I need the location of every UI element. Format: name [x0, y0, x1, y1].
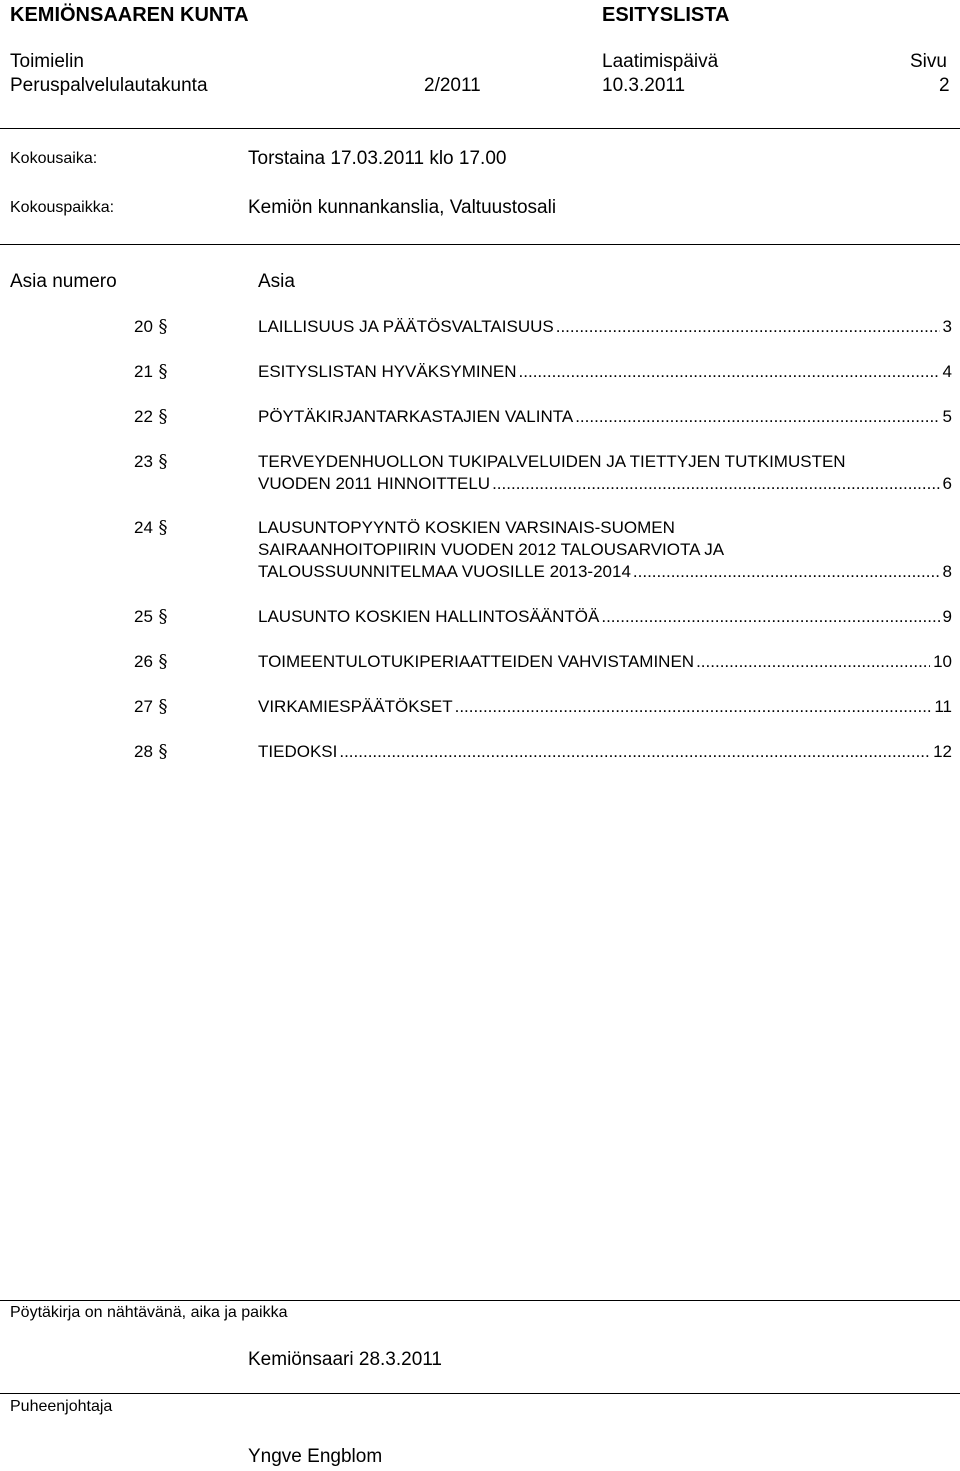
date-label: Laatimispäivä: [602, 51, 719, 72]
dot-leader: [519, 361, 940, 383]
agenda-item-title-line: ESITYSLISTAN HYVÄKSYMINEN: [258, 362, 517, 381]
chair-label: Puheenjohtaja: [10, 1398, 113, 1415]
agenda-item-number: 28: [134, 742, 153, 761]
agenda-item[interactable]: [0, 316, 960, 338]
section-sign: §: [158, 361, 168, 382]
agenda-item[interactable]: [0, 606, 960, 628]
agenda-item-number: 22: [134, 407, 153, 426]
agenda-item[interactable]: [0, 517, 960, 583]
agenda-item-title: [258, 361, 952, 383]
agenda-item-title-line: SAIRAANHOITOPIIRIN VUODEN 2012 TALOUSARVIOTA JA: [258, 540, 725, 559]
agenda-item-title: [258, 741, 952, 763]
section-sign: §: [158, 606, 168, 627]
agenda-item-page: 11: [934, 697, 952, 716]
agenda-item[interactable]: [0, 741, 960, 763]
agenda-item-page: 6: [942, 474, 952, 493]
dot-leader: [696, 651, 930, 673]
agenda-item-page: 10: [933, 652, 952, 671]
agenda-item-page: 9: [942, 607, 952, 626]
meeting-divider: [0, 244, 960, 245]
date-value: 10.3.2011: [602, 75, 686, 96]
display-label: Pöytäkirja on nähtävänä, aika ja paikka: [10, 1304, 288, 1321]
dot-leader: [633, 561, 940, 583]
agenda-item-title-line: TALOUSSUUNNITELMAA VUOSILLE 2013-2014: [258, 562, 631, 581]
agenda-item[interactable]: [0, 451, 960, 495]
agenda-item-number: 25: [134, 607, 153, 626]
agenda-item-title-line: LAUSUNTO KOSKIEN HALLINTOSÄÄNTÖÄ: [258, 607, 600, 626]
agenda-item-number: 27: [134, 697, 153, 716]
agenda-item-title: [258, 316, 952, 338]
section-sign: §: [158, 517, 168, 538]
agenda-item-number: 24: [134, 518, 153, 537]
organ-value: Peruspalvelulautakunta: [10, 75, 208, 96]
dot-leader: [556, 316, 940, 338]
dot-leader: [492, 473, 939, 495]
meeting-time-label: Kokousaika:: [10, 150, 98, 167]
agenda-item-title: [258, 406, 952, 428]
section-sign: §: [158, 316, 168, 337]
agenda-item-title-line: TOIMEENTULOTUKIPERIAATTEIDEN VAHVISTAMINEN: [258, 652, 695, 671]
agenda-item-page: 3: [942, 317, 952, 336]
agenda-item[interactable]: [0, 651, 960, 673]
document-type: ESITYSLISTA: [602, 4, 730, 26]
agenda-item-page: 4: [942, 362, 952, 381]
agenda-item-title-line: PÖYTÄKIRJANTARKASTAJIEN VALINTA: [258, 407, 574, 426]
agenda-item-title: [258, 451, 952, 495]
agenda-item-title-line: VIRKAMIESPÄÄTÖKSET: [258, 697, 453, 716]
agenda-item[interactable]: [0, 696, 960, 718]
organ-label: Toimielin: [10, 51, 84, 72]
agenda-item-title-line: LAILLISUUS JA PÄÄTÖSVALTAISUUS: [258, 317, 554, 336]
agenda-item-title: [258, 606, 952, 628]
municipality-name: KEMIÖNSAAREN KUNTA: [10, 4, 249, 26]
agenda-item[interactable]: [0, 406, 960, 428]
chair-name: Yngve Engblom: [248, 1446, 383, 1467]
section-sign: §: [158, 451, 168, 472]
display-value: Kemiönsaari 28.3.2011: [248, 1349, 442, 1370]
agenda-item-number: 26: [134, 652, 153, 671]
signature-divider: [0, 1393, 960, 1394]
agenda-number-heading: Asia numero: [10, 271, 117, 292]
footer-divider: [0, 1300, 960, 1301]
header-divider: [0, 128, 960, 129]
section-sign: §: [158, 696, 168, 717]
agenda-item-title-line: TERVEYDENHUOLLON TUKIPALVELUIDEN JA TIETTYJEN TUTKIMUSTEN: [258, 452, 846, 471]
agenda-item-title: [258, 517, 952, 583]
agenda-item-title: [258, 696, 952, 718]
agenda-item[interactable]: [0, 361, 960, 383]
dot-leader: [601, 606, 939, 628]
agenda-item-page: 5: [942, 407, 952, 426]
dot-leader: [455, 696, 932, 718]
section-sign: §: [158, 651, 168, 672]
meeting-time-value: Torstaina 17.03.2011 klo 17.00: [248, 148, 507, 169]
agenda-item-title-line: LAUSUNTOPYYNTÖ KOSKIEN VARSINAIS-SUOMEN: [258, 518, 675, 537]
agenda-item-page: 8: [942, 562, 952, 581]
agenda-item-title-line: TIEDOKSI: [258, 742, 338, 761]
agenda-item-title: [258, 651, 952, 673]
dot-leader: [575, 406, 939, 428]
meeting-place-value: Kemiön kunnankanslia, Valtuustosali: [248, 197, 557, 218]
agenda-item-number: 20: [134, 317, 153, 336]
page-number: 2: [939, 75, 950, 96]
page-label: Sivu: [910, 51, 947, 72]
meeting-number: 2/2011: [424, 75, 481, 96]
agenda-item-title-line: VUODEN 2011 HINNOITTELU: [258, 474, 491, 493]
agenda-item-page: 12: [933, 742, 952, 761]
agenda-item-number: 21: [134, 362, 153, 381]
dot-leader: [339, 741, 930, 763]
agenda-subject-heading: Asia: [258, 271, 295, 292]
section-sign: §: [158, 406, 168, 427]
agenda-item-number: 23: [134, 452, 153, 471]
meeting-place-label: Kokouspaikka:: [10, 199, 115, 216]
section-sign: §: [158, 741, 168, 762]
